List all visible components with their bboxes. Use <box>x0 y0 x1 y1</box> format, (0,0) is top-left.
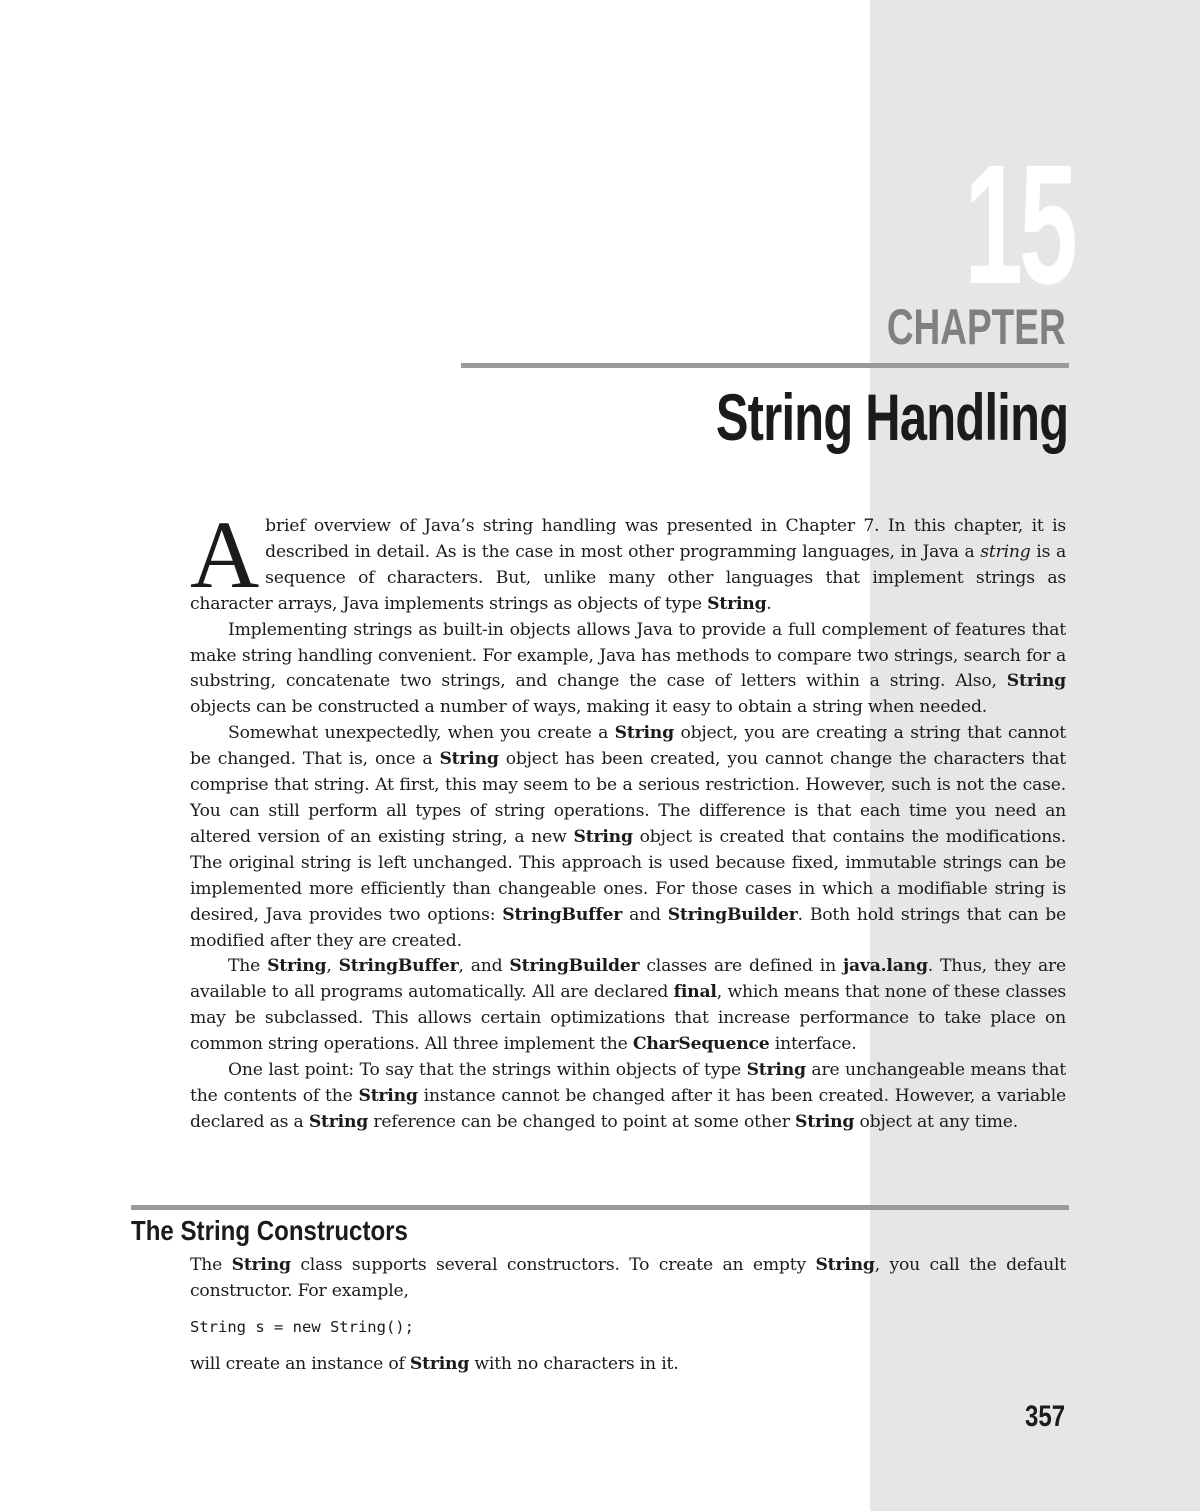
text-run: is a sequence of characters. But, unlike many other languages that implement strings as character arrays, Java implements strings as objects of type <box>190 541 1067 614</box>
code-term: String <box>439 749 499 770</box>
text-run: class supports several constructors. To create an empty <box>290 1255 816 1275</box>
code-term: String <box>409 1354 470 1374</box>
code-term: String <box>308 1111 369 1132</box>
text-run: will create an instance of <box>190 1354 410 1374</box>
text-run: object has been created, you cannot change the characters that comprise that string. At first, this may seem to be a serious restriction. However, such is not the case. You can still perform all types of string operations. The difference is that each time you need an altered version of an existing string, a new <box>190 749 1067 847</box>
text-run: One last point: To say that the strings within objects of type <box>228 1060 747 1081</box>
text-run: brief overview of Java’s string handling was presented in Chapter 7. In this chapter, it is described in detail. As is the case in most other programming languages, in Java a <box>265 516 1066 562</box>
text-run: , and <box>458 956 510 977</box>
chapter-label: CHAPTER <box>887 299 1066 355</box>
code-term: String <box>358 1085 418 1106</box>
text-run: Somewhat unexpectedly, when you create a <box>228 723 615 744</box>
drop-cap: A <box>190 501 260 608</box>
text-run: instance cannot be changed after it has been created. However, a variable declared as a <box>190 1085 1067 1132</box>
code-term: String <box>815 1255 875 1275</box>
term-string: string <box>980 541 1031 562</box>
code-term: String <box>795 1111 855 1132</box>
code-term: CharSequence <box>632 1034 770 1055</box>
text-run: with no characters in it. <box>469 1354 679 1374</box>
section-paragraph-2 <box>190 1352 1066 1378</box>
intro-text <box>190 501 1067 1136</box>
intro-paragraph-5 <box>190 1058 1066 1136</box>
section-heading: The String Constructors <box>131 1215 408 1246</box>
code-term: String <box>614 723 674 744</box>
text-run: Implementing strings as built-in objects allows Java to provide a full complement of features that make string handling convenient. For example, Java has methods to compare two strings, search for a substring, concatenate two strings, and change the case of letters within a string. Also, <box>190 619 1066 692</box>
text-run: are unchangeable means that the contents of the <box>190 1060 1066 1106</box>
code-term: StringBuffer <box>338 956 459 977</box>
code-term: StringBuffer <box>502 904 623 925</box>
code-term: String <box>746 1060 806 1081</box>
code-term: String <box>267 956 327 977</box>
intro-paragraph-2 <box>190 618 1066 722</box>
chapter-divider <box>461 363 1069 368</box>
text-run: object at any time. <box>854 1111 1019 1132</box>
section-divider <box>131 1205 1069 1210</box>
intro-paragraph-3 <box>190 721 1066 954</box>
code-term: String <box>707 593 767 614</box>
text-run: , <box>326 956 339 977</box>
code-term: String <box>231 1255 291 1275</box>
code-term: StringBuilder <box>667 904 798 925</box>
code-sample: String s = new String(); <box>190 1318 414 1336</box>
section-text <box>190 1253 1066 1305</box>
text-run: object, you are creating a string that cannot be changed. That is, once a <box>190 723 1066 770</box>
code-term: String <box>1006 671 1066 692</box>
text-run: , which means that none of these classes may be subclassed. This allows certain optimizations that increase performance to take place on common string operations. All three implement the <box>190 982 1066 1055</box>
code-term: java.lang <box>842 956 928 977</box>
page-number: 357 <box>1024 1400 1065 1433</box>
text-run: , you call the default constructor. For example, <box>190 1255 1066 1301</box>
text-run: . Both hold strings that can be modified after they are created. <box>190 904 1067 951</box>
text-run: interface. <box>769 1034 857 1055</box>
section-text-2 <box>190 1352 1066 1378</box>
code-term: StringBuilder <box>509 956 640 977</box>
text-run: . <box>766 593 772 614</box>
text-run: and <box>622 904 668 925</box>
text-run: The <box>190 1255 232 1275</box>
code-term: String <box>573 826 633 847</box>
chapter-number: 15 <box>964 130 1074 320</box>
chapter-title: String Handling <box>715 380 1068 454</box>
text-run: classes are defined in <box>639 956 843 977</box>
intro-paragraph-4 <box>190 954 1066 1058</box>
text-run: . Thus, they are available to all programs automatically. All are declared <box>190 956 1066 1003</box>
text-run: reference can be changed to point at some other <box>368 1111 795 1132</box>
text-run: object is created that contains the modifications. The original string is left unchanged. This approach is used because fixed, immutable strings can be implemented more efficiently than changeable ones. For those cases in which a modifiable string is desired, Java provides two options: <box>190 826 1066 925</box>
section-paragraph-1 <box>190 1253 1066 1305</box>
text-run: objects can be constructed a number of ways, making it easy to obtain a string when needed. <box>190 697 988 718</box>
text-run: The <box>228 956 268 977</box>
code-term: final <box>673 982 717 1003</box>
intro-paragraph-1 <box>190 501 1067 618</box>
